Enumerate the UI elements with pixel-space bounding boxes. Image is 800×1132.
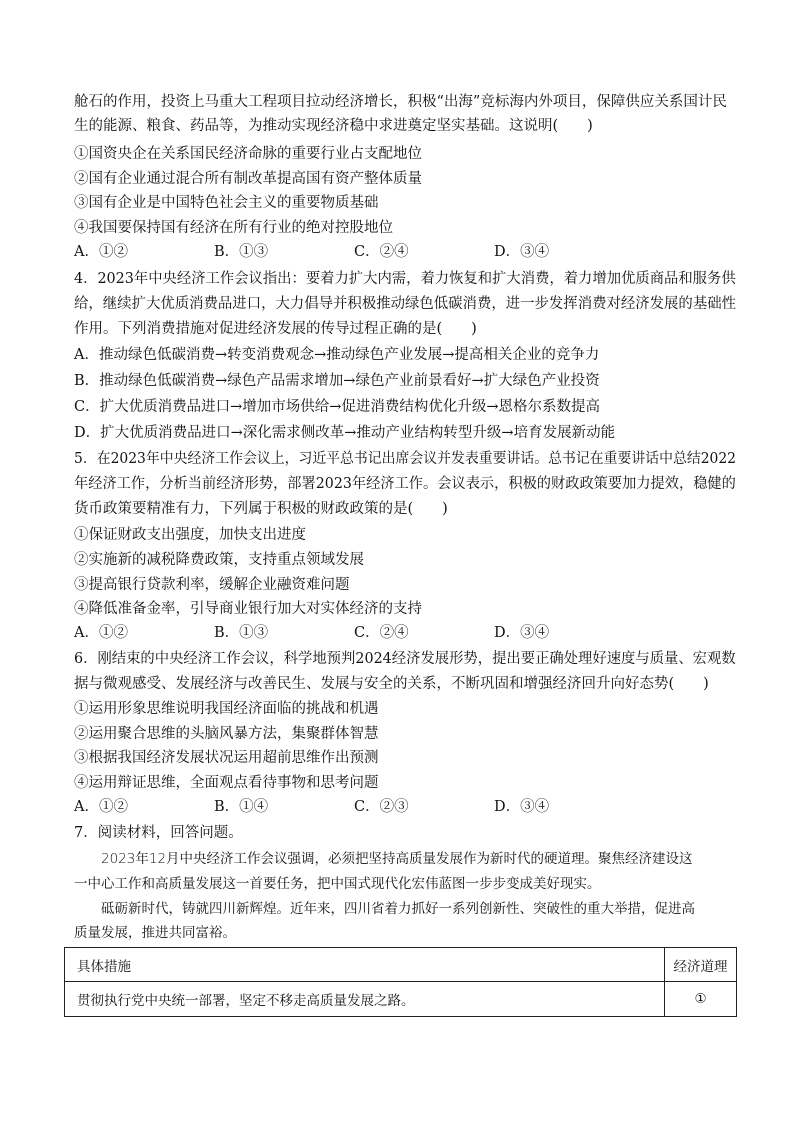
q5-option-d[interactable]: D．③④ <box>494 625 550 641</box>
q5-statement-4: ④降低准备金率，引导商业银行加大对实体经济的支持 <box>74 601 422 617</box>
q6-statement-2: ②运用聚合思维的头脑风暴方法，集聚群体智慧 <box>74 726 379 742</box>
table-row <box>65 982 737 1017</box>
q3-statement-1: ①国资央企在关系国民经济命脉的重要行业占支配地位 <box>74 146 422 162</box>
row-1-reason: ① <box>665 982 737 1017</box>
q4-option-c[interactable]: C．扩大优质消费品进口→增加市场供给→促进消费结构优化升级→恩格尔系数提高 <box>74 399 601 415</box>
q5-stem-line-3: 货币政策要精准有力，下列属于积极的财政政策的是( ) <box>74 501 448 517</box>
q6-option-d[interactable]: D．③④ <box>494 799 550 815</box>
q4-stem-line-1: 4．2023年中央经济工作会议指出：要着力扩大内需，着力恢复和扩大消费，着力增加优质商品和服务供 <box>74 271 736 287</box>
q6-stem-line-2: 据与微观感受、发展经济与改善民生、发展与安全的关系，不断巩固和增强经济回升向好态势( ) <box>74 676 709 692</box>
q7-material-line-3: 砥砺新时代，铸就四川新辉煌。近年来，四川省着力抓好一系列创新性、突破性的重大举措，促进高 <box>74 901 695 917</box>
header-measures: 具体措施 <box>65 948 665 982</box>
q4-stem-line-3: 作用。下列消费措施对促进经济发展的传导过程正确的是( ) <box>74 321 477 337</box>
q5-option-a[interactable]: A．①② <box>74 625 128 641</box>
q3-stem-line-1: 舱石的作用，投资上马重大工程项目拉动经济增长，积极“出海”竞标海内外项目，保障供应关系国计民 <box>74 94 727 110</box>
q4-stem-line-2: 给，继续扩大优质消费品进口，大力倡导并积极推动绿色低碳消费，进一步发挥消费对经济发展的基础性 <box>74 296 736 312</box>
q6-statement-4: ④运用辩证思维，全面观点看待事物和思考问题 <box>74 775 379 791</box>
q5-option-c[interactable]: C．②④ <box>354 625 409 641</box>
q3-option-d[interactable]: D．③④ <box>494 244 550 260</box>
q6-statement-3: ③根据我国经济发展状况运用超前思维作出预测 <box>74 750 379 766</box>
row-1-measure: 贯彻执行党中央统一部署，坚定不移走高质量发展之路。 <box>65 982 665 1017</box>
table-header-row <box>65 948 737 982</box>
q6-option-a[interactable]: A．①② <box>74 799 128 815</box>
header-economic-reason: 经济道理 <box>665 948 737 982</box>
q3-option-b[interactable]: B．①③ <box>214 244 269 260</box>
q4-option-a[interactable]: A．推动绿色低碳消费→转变消费观念→推动绿色产业发展→提高相关企业的竞争力 <box>74 347 600 363</box>
q6-option-c[interactable]: C．②③ <box>354 799 409 815</box>
q5-statement-1: ①保证财政支出强度，加快支出进度 <box>74 527 306 543</box>
q3-statement-4: ④我国要保持国有经济在所有行业的绝对控股地位 <box>74 220 393 236</box>
q6-option-b[interactable]: B．①④ <box>214 799 269 815</box>
q6-stem-line-1: 6．刚结束的中央经济工作会议，科学地预判2024经济发展形势，提出要正确处理好速度与质量、宏观数 <box>74 651 736 667</box>
q3-stem-line-2: 生的能源、粮食、药品等，为推动实现经济稳中求进奠定坚实基础。这说明( ) <box>74 118 593 134</box>
q5-statement-2: ②实施新的减税降费政策，支持重点领域发展 <box>74 552 364 568</box>
q7-material-line-2: 一中心工作和高质量发展这一首要任务，把中国式现代化宏伟蓝图一步步变成美好现实。 <box>74 876 601 892</box>
q5-stem-line-1: 5．在2023年中央经济工作会议上，习近平总书记出席会议并发表重要讲话。总书记在重要讲话中总结2022 <box>74 451 736 467</box>
q5-option-b[interactable]: B．①③ <box>214 625 269 641</box>
q5-stem-line-2: 年经济工作，分析当前经济形势，部署2023年经济工作。会议表示，积极的财政政策要加力提效，稳健的 <box>74 476 736 492</box>
q7-material-line-1: 2023年12月中央经济工作会议强调，必须把坚持高质量发展作为新时代的硬道理。聚焦经济建设这 <box>74 851 693 867</box>
q6-statement-1: ①运用形象思维说明我国经济面临的挑战和机遇 <box>74 701 379 717</box>
q4-option-b[interactable]: B．推动绿色低碳消费→绿色产品需求增加→绿色产业前景看好→扩大绿色产业投资 <box>74 373 600 389</box>
q7-material-line-4: 质量发展，推进共同富裕。 <box>74 925 236 941</box>
q3-option-a[interactable]: A．①② <box>74 244 128 260</box>
q4-option-d[interactable]: D．扩大优质消费品进口→深化需求侧改革→推动产业结构转型升级→培育发展新动能 <box>74 425 616 441</box>
q3-statement-3: ③国有企业是中国特色社会主义的重要物质基础 <box>74 195 379 211</box>
q7-measures-table <box>64 947 737 1017</box>
q7-title: 7．阅读材料，回答问题。 <box>74 825 243 841</box>
q5-statement-3: ③提高银行贷款利率，缓解企业融资难问题 <box>74 577 350 593</box>
q3-option-c[interactable]: C．②④ <box>354 244 409 260</box>
q3-statement-2: ②国有企业通过混合所有制改革提高国有资产整体质量 <box>74 171 422 187</box>
